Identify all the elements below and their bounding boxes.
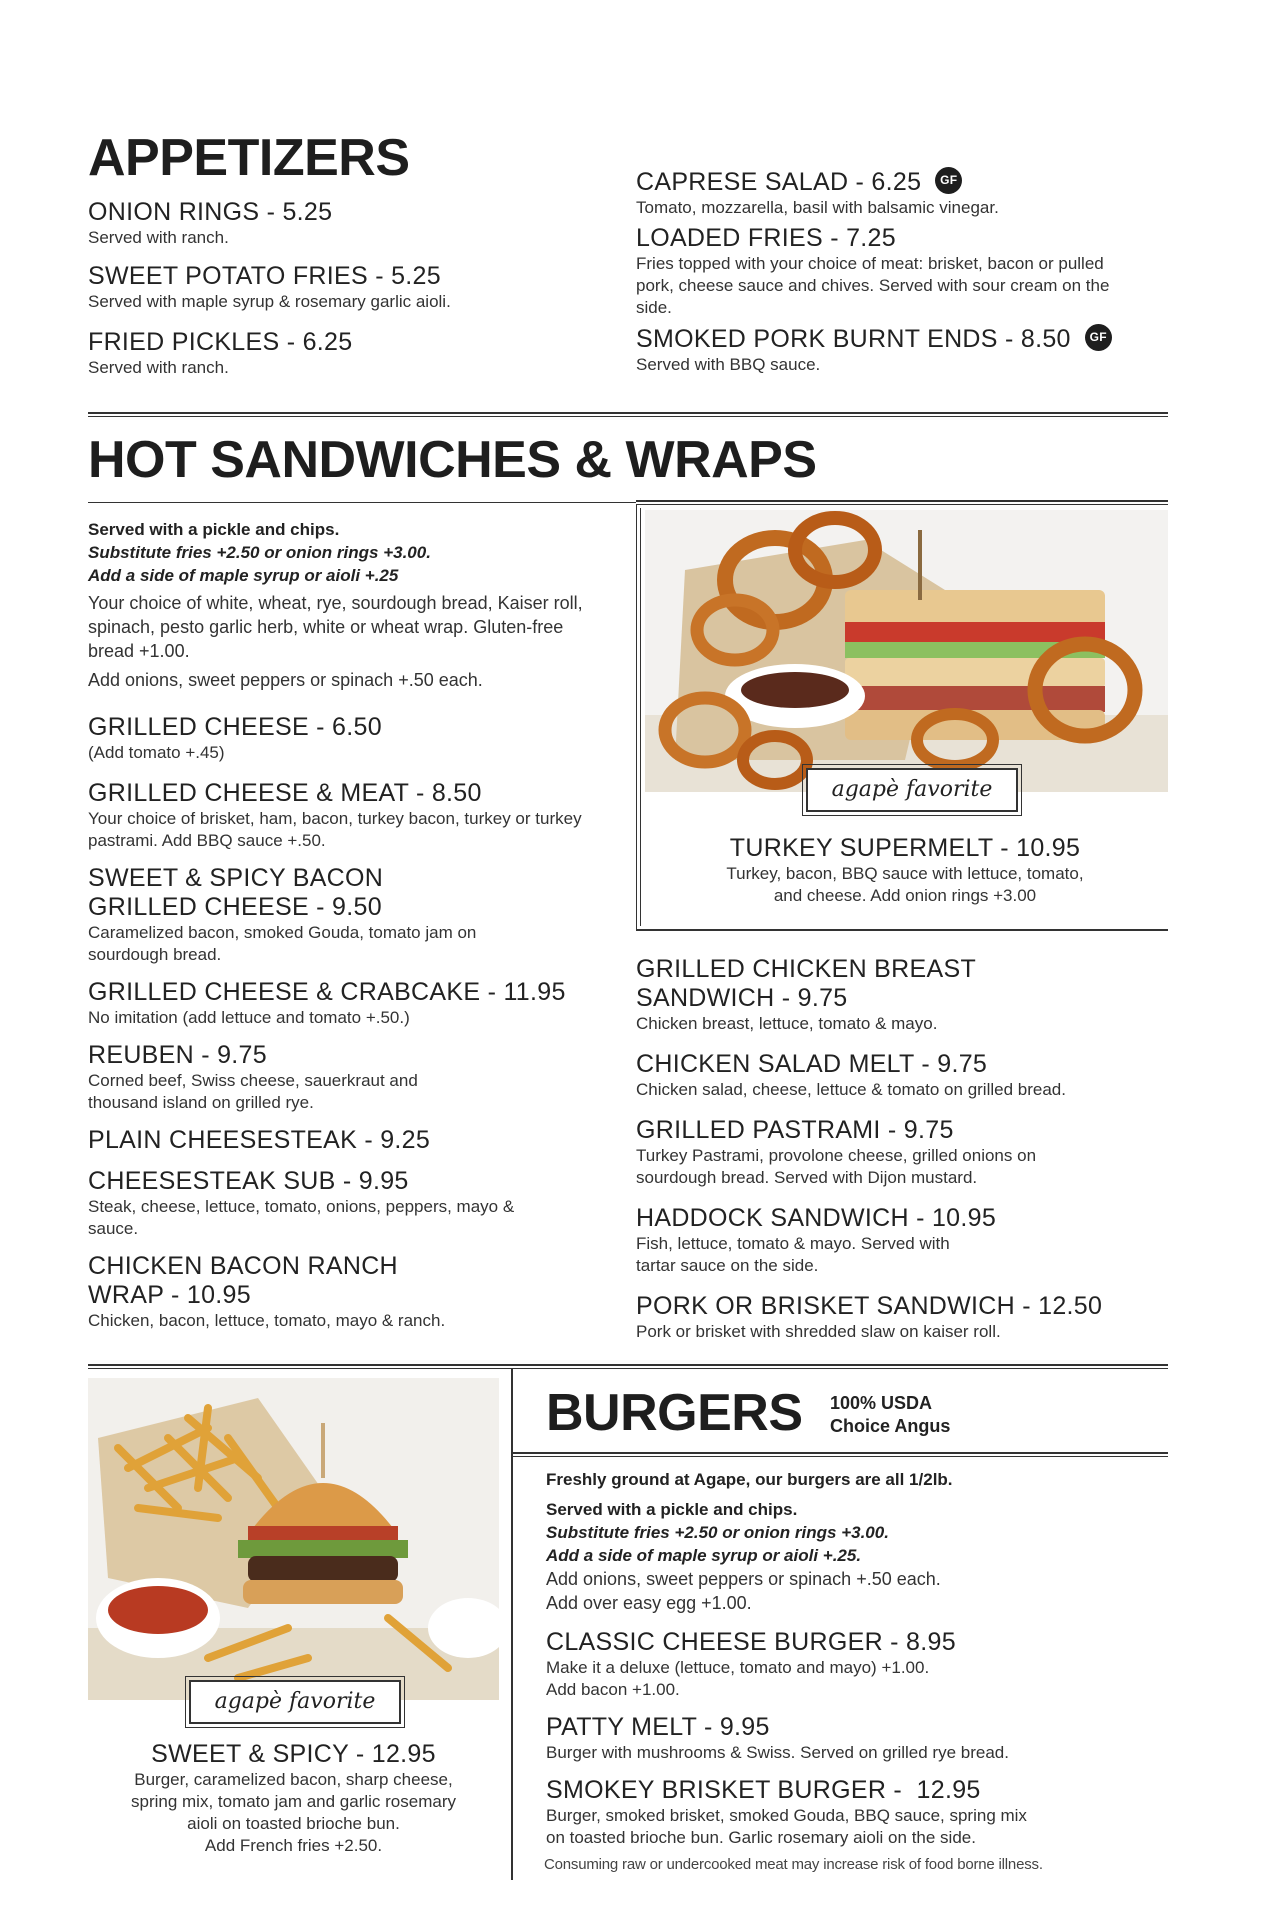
item-desc: Served with ranch. bbox=[88, 358, 229, 377]
divider bbox=[513, 1452, 1168, 1454]
item-desc: Chicken breast, lettuce, tomato & mayo. bbox=[636, 1014, 938, 1033]
item-name: LOADED FRIES - 7.25 bbox=[636, 224, 896, 252]
item-desc: Served with maple syrup & rosemary garlic aioli. bbox=[88, 292, 451, 311]
menu-item bbox=[636, 1292, 1176, 1343]
intro-breads: Your choice of white, wheat, rye, sourdough bread, Kaiser roll, spinach, pesto garlic herb, white or wheat wrap. Gluten-free bread +1.00. bbox=[88, 593, 583, 661]
intro-substitute: Substitute fries +2.50 or onion rings +3.00. bbox=[546, 1523, 889, 1542]
item-desc: (Add tomato +.45) bbox=[88, 743, 225, 762]
menu-item bbox=[88, 262, 608, 313]
item-desc: Caramelized bacon, smoked Gouda, tomato jam on sourdough bread. bbox=[88, 923, 477, 964]
divider bbox=[513, 1456, 1168, 1457]
item-desc: Your choice of brisket, ham, bacon, turkey bacon, turkey or turkey pastrami. Add BBQ sauce +.50. bbox=[88, 809, 582, 850]
menu-item bbox=[88, 1126, 588, 1155]
menu-item bbox=[88, 779, 588, 852]
item-name: GRILLED CHICKEN BREAST SANDWICH - 9.75 bbox=[636, 955, 976, 1012]
item-name: GRILLED CHEESE - 6.50 bbox=[88, 713, 382, 741]
item-desc: Make it a deluxe (lettuce, tomato and mayo) +1.00. bbox=[546, 1658, 930, 1677]
sandwich-illustration bbox=[645, 510, 1168, 792]
menu-item bbox=[88, 713, 588, 764]
item-name: PLAIN CHEESESTEAK - 9.25 bbox=[88, 1126, 431, 1154]
item-desc: Tomato, mozzarella, basil with balsamic vinegar. bbox=[636, 198, 999, 217]
divider bbox=[636, 929, 1168, 931]
sweet-and-spicy-burger-photo bbox=[88, 1378, 499, 1700]
item-desc: Burger, smoked brisket, smoked Gouda, BBQ sauce, spring mix bbox=[546, 1806, 1027, 1825]
item-desc: on toasted brioche bun. Garlic rosemary aioli on the side. bbox=[546, 1828, 976, 1847]
item-desc: Add French fries +2.50. bbox=[204, 1836, 383, 1855]
divider bbox=[636, 504, 1168, 505]
item-desc: Served with BBQ sauce. bbox=[636, 355, 821, 374]
divider bbox=[88, 412, 1168, 414]
item-name: TURKEY SUPERMELT - 10.95 bbox=[729, 834, 1081, 862]
menu-item bbox=[546, 1776, 1156, 1849]
item-desc: Pork or brisket with shredded slaw on kaiser roll. bbox=[636, 1322, 1001, 1341]
divider bbox=[640, 508, 641, 926]
burgers-subtitle bbox=[830, 1392, 950, 1438]
featured-burger bbox=[88, 1740, 499, 1857]
menu-item bbox=[636, 325, 1156, 376]
intro-served-with: Served with a pickle and chips. bbox=[546, 1500, 798, 1519]
divider bbox=[88, 1364, 1168, 1366]
item-desc: Chicken salad, cheese, lettuce & tomato on grilled bread. bbox=[636, 1080, 1066, 1099]
item-desc: Turkey, bacon, BBQ sauce with lettuce, tomato, and cheese. Add onion rings +3.00 bbox=[726, 864, 1084, 905]
sandwiches-intro bbox=[88, 518, 608, 692]
item-name: SWEET POTATO FRIES - 5.25 bbox=[88, 262, 441, 290]
item-name: REUBEN - 9.75 bbox=[88, 1041, 267, 1069]
menu-item bbox=[636, 1116, 1176, 1189]
menu-item bbox=[636, 1204, 1176, 1277]
divider bbox=[88, 502, 636, 503]
item-desc: Turkey Pastrami, provolone cheese, grilled onions on sourdough bread. Served with Dijon mustard. bbox=[636, 1146, 1037, 1187]
item-name: PATTY MELT - 9.95 bbox=[546, 1713, 770, 1741]
menu-item bbox=[88, 328, 608, 379]
sandwiches-right-items bbox=[636, 955, 1176, 1343]
item-desc: Add bacon +1.00. bbox=[546, 1680, 680, 1699]
burgers-subtitle-line2: Choice Angus bbox=[830, 1416, 951, 1436]
divider bbox=[636, 504, 637, 930]
intro-substitute: Substitute fries +2.50 or onion rings +3.00. bbox=[88, 543, 431, 562]
intro-side: Add a side of maple syrup or aioli +.25 bbox=[88, 566, 399, 585]
intro-served-with: Served with a pickle and chips. bbox=[88, 520, 340, 539]
sandwiches-left-items bbox=[88, 713, 588, 1332]
gluten-free-badge-icon: GF bbox=[1085, 324, 1112, 351]
appetizers-right-column bbox=[636, 168, 1156, 376]
divider bbox=[511, 1368, 513, 1880]
divider bbox=[88, 416, 1168, 417]
item-desc: Burger with mushrooms & Swiss. Served on grilled rye bread. bbox=[546, 1743, 1009, 1762]
menu-item bbox=[88, 1252, 588, 1332]
item-name: GRILLED PASTRAMI - 9.75 bbox=[636, 1116, 954, 1144]
menu-item bbox=[88, 1167, 588, 1240]
item-name: SWEET & SPICY BACON GRILLED CHEESE - 9.50 bbox=[88, 864, 384, 921]
item-desc: Burger, caramelized bacon, sharp cheese, bbox=[134, 1770, 453, 1789]
item-name: SMOKEY BRISKET BURGER - 12.95 bbox=[546, 1776, 981, 1804]
intro-egg: Add over easy egg +1.00. bbox=[546, 1593, 752, 1613]
gluten-free-badge-icon: GF bbox=[935, 167, 962, 194]
item-desc: Served with ranch. bbox=[88, 228, 229, 247]
agape-favorite-badge: agapè favorite bbox=[189, 1680, 401, 1724]
item-name: CLASSIC CHEESE BURGER - 8.95 bbox=[546, 1628, 956, 1656]
item-name: SMOKED PORK BURNT ENDS - 8.50 bbox=[636, 325, 1071, 353]
item-name: ONION RINGS - 5.25 bbox=[88, 198, 333, 226]
divider bbox=[636, 500, 1168, 502]
burgers-title: BURGERS bbox=[546, 1384, 803, 1442]
disclaimer: Consuming raw or undercooked meat may increase risk of food borne illness. bbox=[544, 1856, 1043, 1873]
item-name: CAPRESE SALAD - 6.25 bbox=[636, 168, 922, 196]
item-desc: Steak, cheese, lettuce, tomato, onions, peppers, mayo & sauce. bbox=[88, 1197, 515, 1238]
item-name: GRILLED CHEESE & MEAT - 8.50 bbox=[88, 779, 482, 807]
item-desc: Corned beef, Swiss cheese, sauerkraut and thousand island on grilled rye. bbox=[88, 1071, 418, 1112]
menu-item bbox=[546, 1628, 1156, 1701]
turkey-supermelt-photo bbox=[645, 510, 1168, 792]
burgers-intro bbox=[546, 1468, 1156, 1615]
item-desc: spring mix, tomato jam and garlic rosemary bbox=[130, 1792, 456, 1811]
menu-item bbox=[636, 168, 1156, 219]
item-desc: Fish, lettuce, tomato & mayo. Served with tartar sauce on the side. bbox=[636, 1234, 950, 1275]
item-name: CHEESESTEAK SUB - 9.95 bbox=[88, 1167, 409, 1195]
menu-item bbox=[88, 198, 608, 249]
menu-item bbox=[636, 224, 1156, 319]
item-name: CHICKEN SALAD MELT - 9.75 bbox=[636, 1050, 988, 1078]
burgers-items bbox=[546, 1628, 1156, 1849]
item-name: PORK OR BRISKET SANDWICH - 12.50 bbox=[636, 1292, 1103, 1320]
appetizers-title: APPETIZERS bbox=[88, 129, 410, 187]
item-desc: Fries topped with your choice of meat: brisket, bacon or pulled pork, cheese sauce and chives. Served with sour cream on the side. bbox=[636, 254, 1110, 317]
item-name: HADDOCK SANDWICH - 10.95 bbox=[636, 1204, 997, 1232]
item-desc: Chicken, bacon, lettuce, tomato, mayo & ranch. bbox=[88, 1311, 446, 1330]
burger-illustration bbox=[88, 1378, 499, 1700]
menu-item bbox=[636, 1050, 1176, 1101]
featured-sandwich bbox=[642, 834, 1168, 907]
item-name: GRILLED CHEESE & CRABCAKE - 11.95 bbox=[88, 978, 566, 1006]
intro-freshly-ground: Freshly ground at Agape, our burgers are all 1/2lb. bbox=[546, 1470, 953, 1489]
burgers-subtitle-line1: 100% USDA bbox=[830, 1393, 933, 1413]
appetizers-left-column bbox=[88, 198, 608, 379]
item-name: FRIED PICKLES - 6.25 bbox=[88, 328, 353, 356]
intro-addons: Add onions, sweet peppers or spinach +.50 each. bbox=[88, 670, 483, 690]
item-name: SWEET & SPICY - 12.95 bbox=[151, 1740, 436, 1768]
item-desc: aioli on toasted brioche bun. bbox=[187, 1814, 400, 1833]
menu-item bbox=[88, 864, 588, 966]
intro-side: Add a side of maple syrup or aioli +.25. bbox=[546, 1546, 862, 1565]
item-desc: No imitation (add lettuce and tomato +.50.) bbox=[88, 1008, 410, 1027]
menu-item bbox=[636, 955, 1176, 1035]
menu-item bbox=[546, 1713, 1156, 1764]
sandwiches-title: HOT SANDWICHES & WRAPS bbox=[88, 431, 817, 489]
menu-item bbox=[88, 1041, 588, 1114]
item-name: CHICKEN BACON RANCH WRAP - 10.95 bbox=[88, 1252, 398, 1309]
menu-item bbox=[88, 978, 588, 1029]
divider bbox=[88, 1368, 1168, 1369]
intro-addons: Add onions, sweet peppers or spinach +.50 each. bbox=[546, 1569, 941, 1589]
agape-favorite-badge: agapè favorite bbox=[806, 768, 1018, 812]
